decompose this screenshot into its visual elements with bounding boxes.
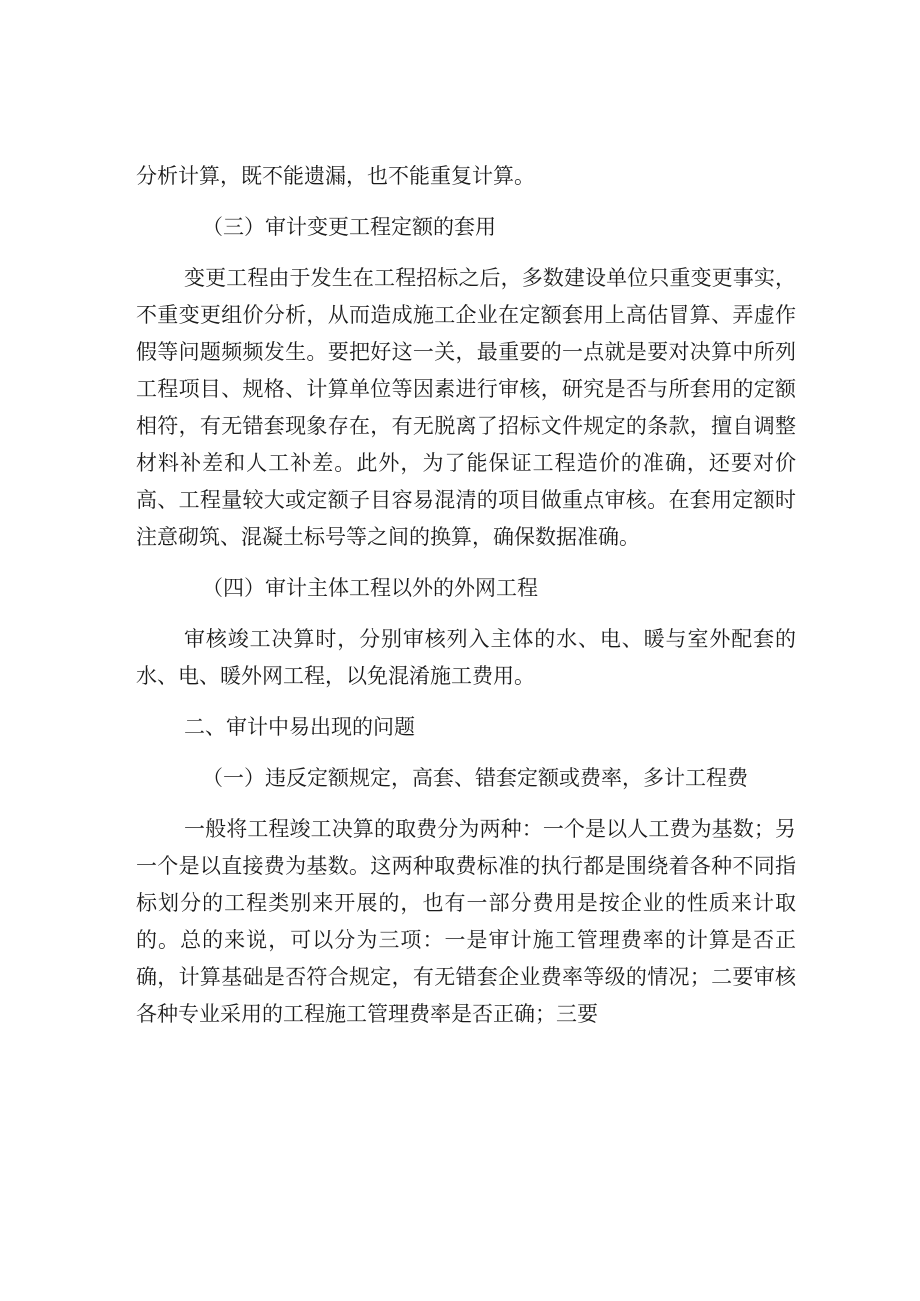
- paragraph-continuation: 分析计算，既不能遗漏，也不能重复计算。: [136, 164, 535, 188]
- document-body: [136, 158, 796, 1033]
- chapter-heading-2: 二、审计中易出现的问题: [184, 715, 415, 739]
- paragraph-change-engineering: 变更工程由于发生在工程招标之后，多数建设单位只重变更事实，不重变更组价分析，从而造成施工企业在定额套用上高估冒算、弄虚作假等问题频频发生。要把好这一关，最重要的一点就是要对决算中所列工程项目、规格、计算单位等因素进行审核，研究是否与所套用的定额相符，有无错套现象存在，有无脱离了招标文件规定的条款，擅自调整材料补差和人工补差。此外，为了能保证工程造价的准确，还要对价高、工程量较大或定额子目容易混清的项目做重点审核。在套用定额时注意砌筑、混凝土标号等之间的换算，确保数据准确。: [136, 266, 796, 549]
- section-heading-3: （三）审计变更工程定额的套用: [202, 215, 496, 239]
- paragraph-fee-calculation: 一般将工程竣工决算的取费分为两种：一个是以人工费为基数；另一个是以直接费为基数。这两种取费标准的执行都是围绕着各种不同指标划分的工程类别来开展的，也有一部分费用是按企业的性质来计取的。总的来说，可以分为三项：一是审计施工管理费率的计算是否正确，计算基础是否符合规定，有无错套企业费率等级的情况；二要审核各种专业采用的工程施工管理费率是否正确；三要: [136, 817, 796, 1026]
- section-heading-1: （一）违反定额规定，高套、错套定额或费率，多计工程费: [202, 766, 748, 790]
- paragraph-external-network: 审核竣工决算时，分别审核列入主体的水、电、暖与室外配套的水、电、暖外网工程，以免混淆施工费用。: [136, 627, 796, 688]
- section-heading-4: （四）审计主体工程以外的外网工程: [202, 576, 538, 600]
